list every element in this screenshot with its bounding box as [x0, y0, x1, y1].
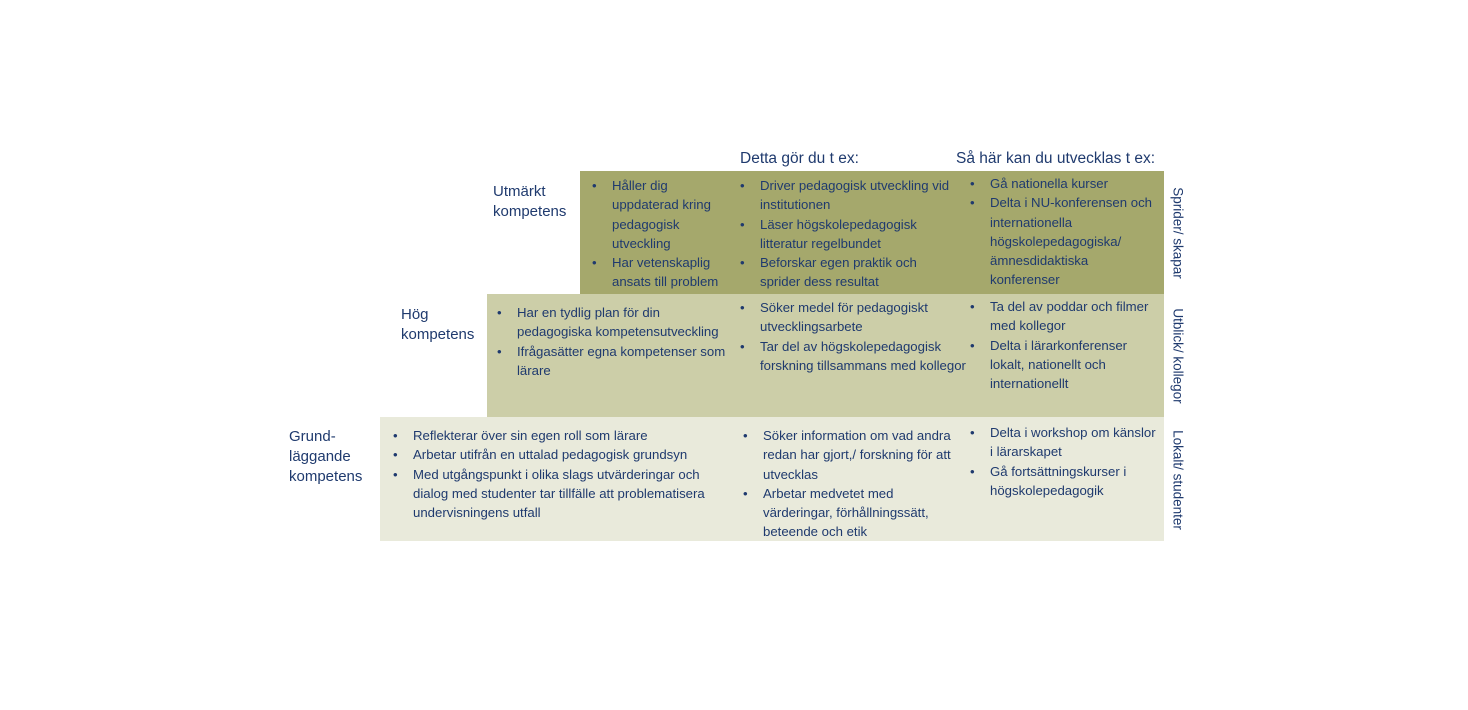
level-label-excellent: Utmärkt kompetens: [493, 183, 567, 220]
list-item: • Delta i NU-konferensen och internationella högskolepedagogiska/ ämnesdidaktiska konferenser: [966, 193, 1156, 289]
header-development: Så här kan du utvecklas t ex:: [956, 150, 1156, 167]
list-item: • Har vetenskaplig ansats till problem: [588, 253, 736, 292]
side-label-basic: Lokalt/ studenter: [1170, 430, 1186, 530]
excellent-development-list: [966, 174, 1156, 290]
side-label-high: Utblick/ kollegor: [1170, 308, 1186, 404]
excellent-competence-list: [588, 176, 736, 292]
level-label-high: Hög kompetens: [401, 306, 475, 343]
list-item: • Gå nationella kurser: [966, 174, 1156, 193]
basic-development-list: [966, 423, 1156, 500]
header-activities: Detta gör du t ex:: [740, 150, 859, 167]
list-item: • Ta del av poddar och filmer med kollegor: [966, 297, 1162, 336]
list-item: • Delta i workshop om känslor i lärarskapet: [966, 423, 1156, 462]
list-item: • Söker information om vad andra redan har gjort,/ forskning för att utvecklas: [739, 426, 959, 484]
basic-activities-list: [739, 426, 959, 542]
list-item: • Söker medel för pedagogiskt utvecklingsarbete: [736, 298, 966, 337]
side-label-excellent: Sprider/ skapar: [1170, 187, 1186, 279]
high-activities-list: [736, 298, 966, 375]
list-item: • Arbetar utifrån en uttalad pedagogisk grundsyn: [389, 445, 729, 464]
level-label-basic: Grund- läggande kompetens: [289, 428, 363, 485]
list-item: • Läser högskolepedagogisk litteratur regelbundet: [736, 215, 956, 254]
list-item: • Reflekterar över sin egen roll som lärare: [389, 426, 729, 445]
list-item: • Delta i lärarkonferenser lokalt, nationellt och internationellt: [966, 336, 1162, 394]
list-item: • Har en tydlig plan för din pedagogiska kompetensutveckling: [493, 303, 727, 342]
excellent-activities-list: [736, 176, 956, 292]
list-item: • Ifrågasätter egna kompetenser som lärare: [493, 342, 727, 381]
basic-competence-list: [389, 426, 729, 522]
list-item: • Gå fortsättningskurser i högskolepedagogik: [966, 462, 1156, 501]
list-item: • Tar del av högskolepedagogisk forskning tillsammans med kollegor: [736, 337, 966, 376]
high-development-list: [966, 297, 1162, 393]
list-item: • Med utgångspunkt i olika slags utvärderingar och dialog med studenter tar tillfälle att problematisera undervisningens utfall: [389, 465, 729, 523]
high-competence-list: [493, 303, 727, 380]
list-item: • Håller dig uppdaterad kring pedagogisk utveckling: [588, 176, 736, 253]
list-item: • Beforskar egen praktik och sprider dess resultat: [736, 253, 956, 292]
list-item: • Driver pedagogisk utveckling vid institutionen: [736, 176, 956, 215]
list-item: • Arbetar medvetet med värderingar, förhållningssätt, beteende och etik: [739, 484, 959, 542]
